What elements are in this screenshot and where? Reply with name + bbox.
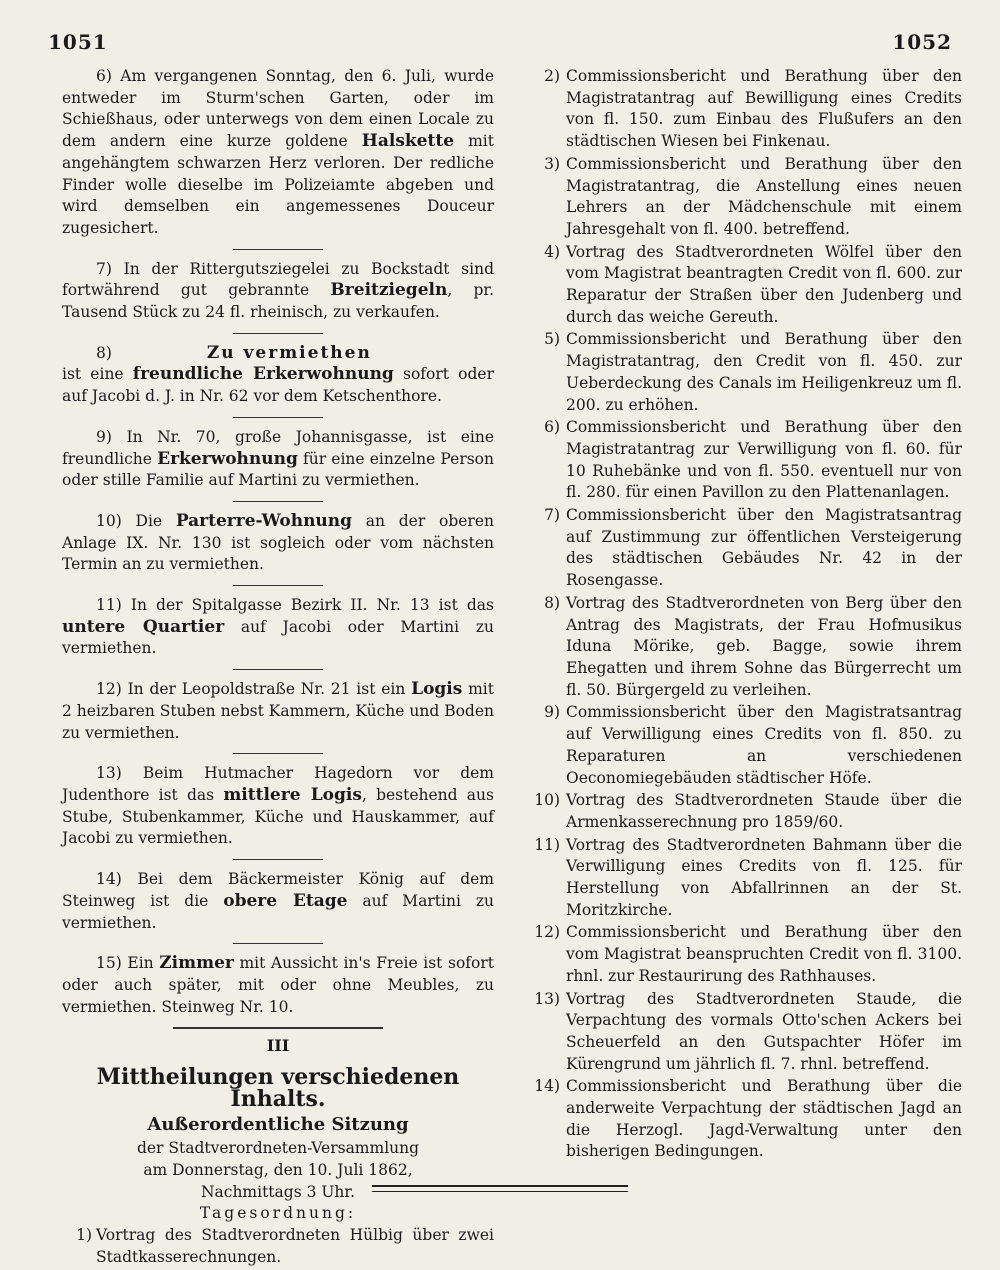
notice-keyword: Logis xyxy=(411,679,463,700)
agenda-number: 6) xyxy=(544,418,560,437)
notice-keyword: obere Etage xyxy=(223,890,348,911)
notice-10 xyxy=(62,511,494,576)
notice-text: In der Leopoldstraße Nr. 21 ist ein xyxy=(127,680,412,699)
notice-text: In Nr. 70, große Johannisgasse, ist eine freundliche xyxy=(62,427,494,468)
notice-text: Die xyxy=(135,511,176,530)
right-column xyxy=(530,66,962,1164)
notice-text: Ein xyxy=(127,954,160,973)
notice-number: 14) xyxy=(96,870,122,889)
notice-text: auf Jacobi oder Martini zu vermiethen. xyxy=(62,617,494,658)
agenda-item-3 xyxy=(530,154,962,241)
notice-number: 11) xyxy=(96,596,122,615)
agenda-item-9 xyxy=(530,702,962,789)
agenda-item-14 xyxy=(530,1076,962,1163)
agenda-text: Commissionsbericht und Berathung über den Magistratantrag zur Verwilligung von fl. 60. für 10 Ruhebänke und von fl. 550. eventuell nur von fl. 280. für einen Pavillon zu den Plattenanlagen. xyxy=(566,418,962,502)
notice-keyword: Halskette xyxy=(361,131,455,152)
agenda-text: Commissionsbericht und Berathung über den vom Magistrat beanspruchten Credit von fl. 3100. rhnl. zur Restaurirung des Rathhauses. xyxy=(566,923,962,985)
agenda-item-1 xyxy=(62,1225,494,1268)
agenda-text: Vortrag des Stadtverordneten Bahmann über die Verwilligung eines Credits von fl. 125. für Herstellung von Abfallrinnen an der St. Moritzkirche. xyxy=(566,835,962,919)
agenda-item-8 xyxy=(530,593,962,702)
agenda-number: 5) xyxy=(544,330,560,349)
agenda-number: 9) xyxy=(544,703,560,722)
notice-number: 10) xyxy=(96,511,122,530)
agenda-number: 12) xyxy=(534,923,560,942)
notice-text: sofort oder auf Jacobi d. J. in Nr. 62 vor dem Ketschenthore. xyxy=(62,365,494,406)
agenda-text: Commissionsbericht über den Magistratsantrag auf Zustimmung zur öffentlichen Versteigerung des städtischen Gebäudes Nr. 42 in der Rosengasse. xyxy=(566,506,962,590)
agenda-heading: Tagesordnung: xyxy=(199,1204,357,1223)
notice-text: Am vergangenen Sonntag, den 6. Juli, wurde entweder im Sturm'schen Garten, oder im Schießhaus, oder unterwegs von dem einen Locale zu dem andern eine kurze goldene xyxy=(62,67,494,151)
notice-number: 7) xyxy=(96,259,112,278)
notice-text: für eine einzelne Person oder stille Familie auf Martini zu vermiethen. xyxy=(62,449,494,490)
notice-number: 15) xyxy=(96,954,122,973)
agenda-number: 1) xyxy=(76,1225,92,1244)
agenda-item-10 xyxy=(530,790,962,833)
agenda-number: 3) xyxy=(544,154,560,173)
notice-text: Bei dem Bäckermeister König auf dem Steinweg ist die xyxy=(62,870,494,910)
notice-text: , pr. Tausend Stück zu 24 fl. rheinisch, zu verkaufen. xyxy=(62,281,494,322)
divider xyxy=(233,501,323,502)
section-line: der Stadtverordneten-Versammlung xyxy=(136,1139,420,1158)
left-column xyxy=(62,66,494,1270)
agenda-text: Commissionsbericht und Berathung über den Magistratantrag, die Anstellung eines neuen Lehrers an der Mädchenschule mit einem Jahresgehalt von fl. 400. betreffend. xyxy=(566,154,962,238)
notice-8 xyxy=(62,343,494,408)
notice-14 xyxy=(62,869,494,934)
notice-text: mit Aussicht in's Freie ist sofort oder auch später, mit oder ohne Meubles, zu vermiethen. Steinweg Nr. 10. xyxy=(62,954,494,1016)
agenda-item-6 xyxy=(530,417,962,504)
notice-text: mit angehängtem schwarzen Herz verloren. Der redliche Finder wolle dieselbe im Polizeiamte abgeben und wird demselben ein angemessenes Douceur zugesichert. xyxy=(62,132,494,237)
agenda-number: 7) xyxy=(544,506,560,525)
page-number-left: 1051 xyxy=(48,30,108,54)
agenda-item-11 xyxy=(530,835,962,922)
notice-text: ist eine xyxy=(62,365,133,384)
section-line: am Donnerstag, den 10. Juli 1862, xyxy=(143,1160,413,1179)
divider xyxy=(233,333,323,334)
agenda-item-12 xyxy=(530,922,962,987)
section-line: Nachmittags 3 Uhr. xyxy=(200,1182,356,1201)
agenda-number: 8) xyxy=(544,593,560,612)
notice-keyword: Parterre-Wohnung xyxy=(175,510,353,531)
notice-number: 12) xyxy=(96,680,122,699)
notice-text: In der Spitalgasse Bezirk II. Nr. 13 ist das xyxy=(130,596,494,615)
notice-text: auf Martini zu vermiethen. xyxy=(62,891,494,932)
closing-rule xyxy=(372,1185,628,1187)
agenda-number: 11) xyxy=(534,835,560,854)
notice-12 xyxy=(62,679,494,744)
notice-text: Beim Hutmacher Hagedorn vor dem Judenthore ist das xyxy=(62,764,494,804)
divider xyxy=(233,669,323,670)
notice-15 xyxy=(62,953,494,1018)
notice-6 xyxy=(62,66,494,240)
agenda-item-7 xyxy=(530,505,962,592)
notice-keyword: mittlere Logis xyxy=(223,784,362,805)
notice-text: In der Rittergutsziegelei zu Bockstadt sind fortwährend gut gebrannte xyxy=(62,259,494,300)
agenda-text: Vortrag des Stadtverordneten Wölfel über den vom Magistrat beantragten Credit von fl. 600. zur Reparatur der Straßen über den Judenberg und durch das weiche Gereuth. xyxy=(566,242,962,326)
notice-keyword: freundliche Erkerwohnung xyxy=(132,364,394,385)
agenda-text: Vortrag des Stadtverordneten Staude über die Armenkasserechnung pro 1859/60. xyxy=(566,791,962,831)
agenda-item-4 xyxy=(530,242,962,329)
notice-keyword: Breitziegeln xyxy=(330,280,448,301)
agenda-item-13 xyxy=(530,989,962,1076)
notice-text: an der oberen Anlage IX. Nr. 130 ist sogleich oder vom nächsten Termin an zu vermiethen. xyxy=(62,511,494,574)
closing-rule xyxy=(372,1191,628,1192)
agenda-text: Commissionsbericht und Berathung über den Magistratantrag, den Credit von fl. 450. zur Ueberdeckung des Canals im Heiligenkreuz um fl. 200. zu erhöhen. xyxy=(566,330,963,414)
section-subtitle: Außerordentliche Sitzung xyxy=(147,1114,409,1136)
notice-9 xyxy=(62,427,494,492)
agenda-item-5 xyxy=(530,329,962,416)
agenda-number: 14) xyxy=(534,1077,560,1096)
agenda-number: 2) xyxy=(544,67,560,85)
agenda-text: Vortrag des Stadtverordneten von Berg über den Antrag des Magistrats, der Frau Hofmusikus Iduna Mörike, geb. Bagge, sowie ihrem Ehegatten und ihrem Sohne das Bürgerrecht um fl. 50. Bürgergeld zu verleihen. xyxy=(566,593,962,699)
notice-keyword: untere Quartier xyxy=(62,616,225,637)
divider xyxy=(233,249,323,250)
divider xyxy=(233,585,323,586)
notice-text: , bestehend aus Stube, Stubenkammer, Küche und Hauskammer, auf Jacobi zu vermiethen. xyxy=(62,785,494,848)
divider xyxy=(233,753,323,754)
agenda-number: 4) xyxy=(544,242,560,261)
notice-11 xyxy=(62,595,494,660)
notice-number: 6) xyxy=(96,67,112,85)
page-number-right: 1052 xyxy=(892,30,952,54)
agenda-number: 10) xyxy=(534,791,560,810)
divider xyxy=(233,417,323,418)
agenda-number: 13) xyxy=(534,989,560,1008)
notice-13 xyxy=(62,763,494,850)
notice-number: 9) xyxy=(96,427,112,446)
notice-keyword: Erkerwohnung xyxy=(157,448,298,469)
divider xyxy=(233,943,323,944)
notice-keyword: Zimmer xyxy=(159,953,234,974)
agenda-text: Vortrag des Stadtverordneten Hülbig über zwei Stadtkasserechnungen. xyxy=(96,1225,494,1266)
section-title: Mittheilungen verschiedenen Inhalts. xyxy=(96,1064,460,1112)
agenda-text: Commissionsbericht über den Magistratsantrag auf Verwilligung eines Credits von fl. 850. zu Reparaturen an verschiedenen Oeconomiegebäuden städtischer Höfe. xyxy=(566,703,962,787)
notice-7 xyxy=(62,259,494,324)
agenda-text: Commissionsbericht und Berathung über die anderweite Verpachtung der städtischen Jagd an die Herzogl. Jagd-Verwaltung unter den bisherigen Bedingungen. xyxy=(566,1077,962,1161)
agenda-text: Commissionsbericht und Berathung über den Magistratantrag auf Bewilligung eines Credits von fl. 150. zum Einbau des Flußufers an den städtischen Wiesen bei Finkenau. xyxy=(566,67,962,151)
section-number: III xyxy=(173,1027,383,1057)
notice-text: mit 2 heizbaren Stuben nebst Kammern, Küche und Boden zu vermiethen. xyxy=(62,680,494,742)
notice-number: 8) xyxy=(96,343,112,362)
divider xyxy=(233,859,323,860)
agenda-item-2 xyxy=(530,66,962,153)
notice-number: 13) xyxy=(96,764,122,783)
agenda-text: Vortrag des Stadtverordneten Staude, die Verpachtung des vormals Otto'schen Ackers bei Scheuerfeld an den Gutspachter Höfer im Kürengrund um jährlich fl. 7. rhnl. betreffend. xyxy=(566,989,962,1073)
notice-heading: Zu vermiethen xyxy=(206,342,372,363)
